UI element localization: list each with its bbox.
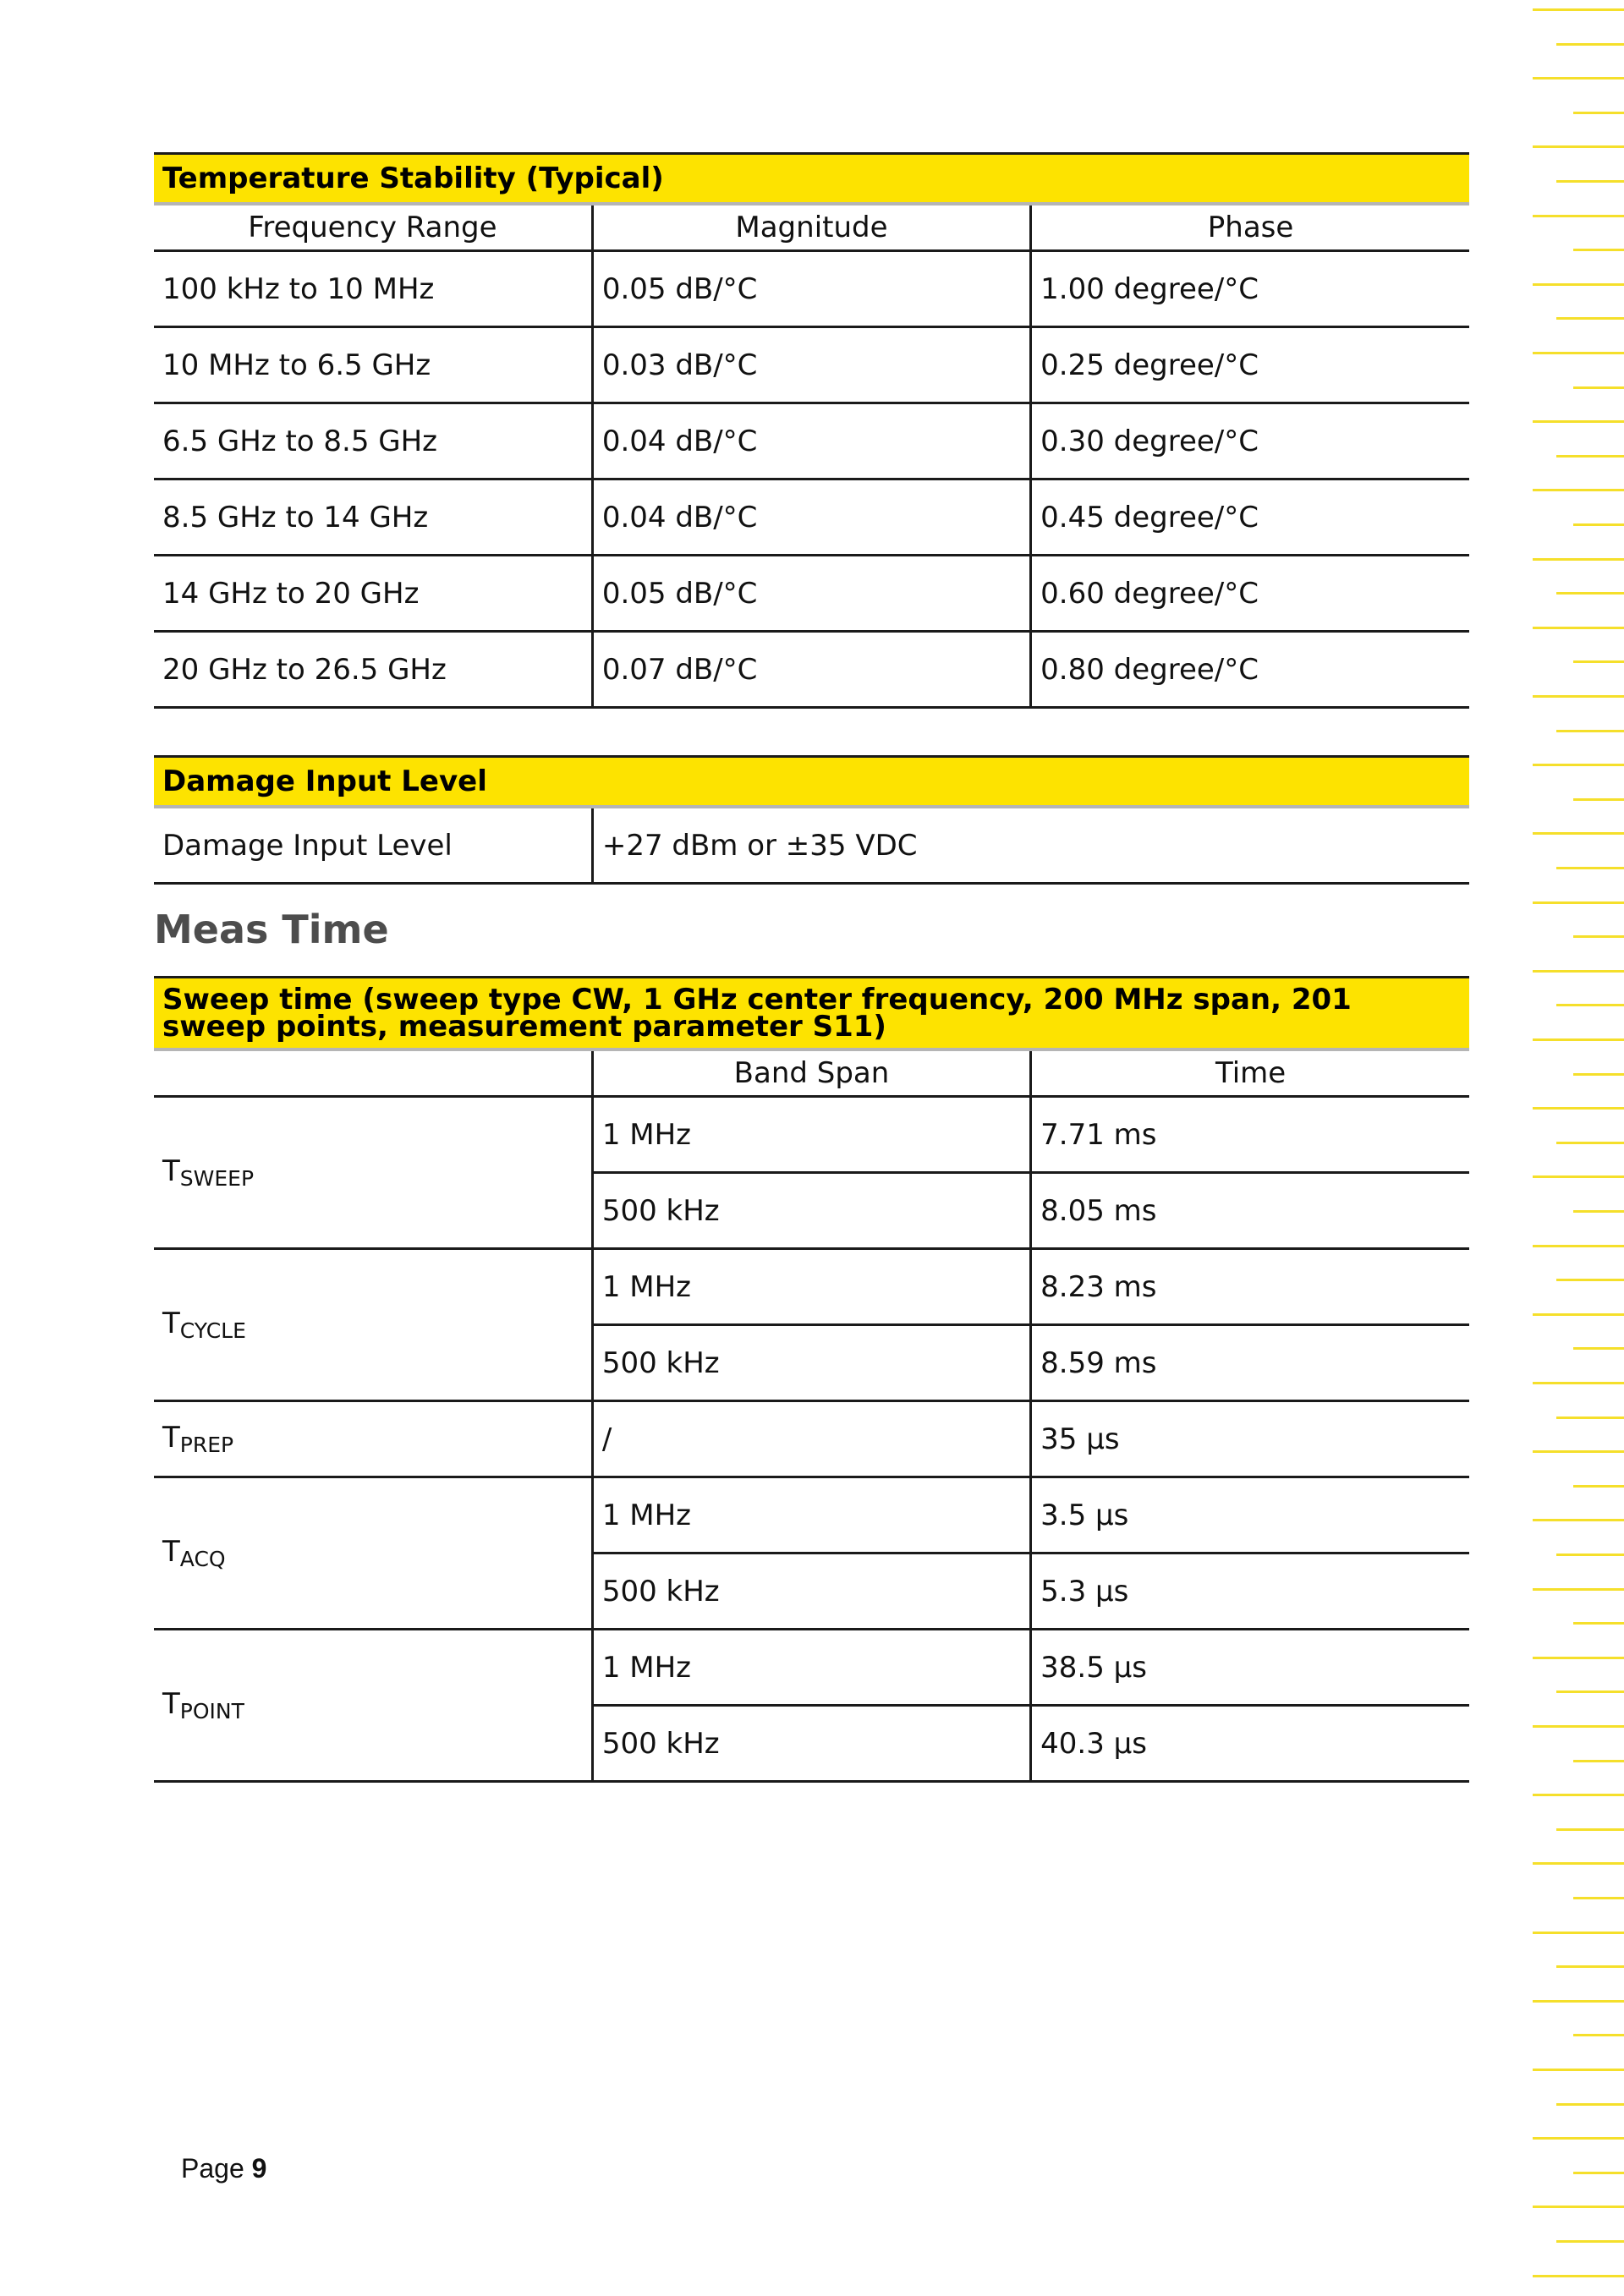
- table-row: [154, 1097, 1469, 1173]
- ruler-tick: [1556, 1965, 1624, 1968]
- table-row: [154, 1401, 1469, 1477]
- band-span-cell: /: [592, 1401, 1030, 1477]
- ruler-tick: [1556, 2103, 1624, 2106]
- decorative-ruler-edge: [1529, 0, 1624, 2296]
- band-span-cell: 500 kHz: [592, 1325, 1030, 1401]
- ruler-tick: [1573, 1897, 1624, 1899]
- ruler-tick: [1533, 1450, 1624, 1453]
- ruler-tick: [1533, 1588, 1624, 1591]
- ruler-tick: [1533, 764, 1624, 766]
- damage-input-label: Damage Input Level: [154, 807, 592, 884]
- ruler-tick: [1533, 2069, 1624, 2071]
- ruler-tick: [1573, 1760, 1624, 1762]
- frequency-range-cell: 100 kHz to 10 MHz: [154, 251, 592, 327]
- ruler-tick: [1573, 112, 1624, 114]
- ruler-tick: [1533, 2137, 1624, 2140]
- magnitude-cell: 0.05 dB/°C: [592, 251, 1030, 327]
- ruler-tick: [1533, 1725, 1624, 1728]
- ruler-tick: [1573, 1210, 1624, 1213]
- table-row: [154, 1477, 1469, 1553]
- phase-cell: 0.25 degree/°C: [1031, 327, 1469, 403]
- band-span-cell: 1 MHz: [592, 1630, 1030, 1706]
- ruler-tick: [1533, 1245, 1624, 1247]
- parameter-cell-tcycle: $T_{CYCLE}$: [154, 1249, 592, 1401]
- time-cell: 40.3 μs: [1031, 1706, 1469, 1782]
- ruler-tick: [1573, 2172, 1624, 2174]
- ruler-tick: [1533, 1794, 1624, 1796]
- ruler-tick: [1573, 1073, 1624, 1076]
- ruler-tick: [1573, 2034, 1624, 2036]
- phase-cell: 0.60 degree/°C: [1031, 556, 1469, 632]
- band-span-cell: 500 kHz: [592, 1173, 1030, 1249]
- ruler-tick: [1556, 592, 1624, 595]
- ruler-tick: [1533, 901, 1624, 904]
- ruler-tick: [1556, 1417, 1624, 1419]
- ruler-tick: [1573, 249, 1624, 251]
- ruler-tick: [1533, 2275, 1624, 2277]
- ruler-tick: [1556, 1142, 1624, 1144]
- ruler-tick: [1533, 970, 1624, 973]
- page-content: [154, 152, 1469, 1783]
- table-row: [154, 556, 1469, 632]
- ruler-tick: [1556, 2240, 1624, 2243]
- ruler-tick: [1533, 1862, 1624, 1865]
- page-number: 9: [251, 2153, 267, 2184]
- ruler-tick: [1573, 1485, 1624, 1488]
- ruler-tick: [1573, 1347, 1624, 1350]
- frequency-range-cell: 10 MHz to 6.5 GHz: [154, 327, 592, 403]
- ruler-tick: [1533, 8, 1624, 11]
- ruler-tick: [1573, 523, 1624, 526]
- frequency-range-cell: 8.5 GHz to 14 GHz: [154, 479, 592, 556]
- ruler-tick: [1533, 1519, 1624, 1521]
- table-row: [154, 403, 1469, 479]
- table-row: [154, 327, 1469, 403]
- ruler-tick: [1533, 145, 1624, 148]
- ruler-tick: [1533, 420, 1624, 423]
- magnitude-cell: 0.04 dB/°C: [592, 479, 1030, 556]
- ruler-tick: [1533, 1313, 1624, 1316]
- frequency-range-cell: 20 GHz to 26.5 GHz: [154, 632, 592, 708]
- time-cell: 8.59 ms: [1031, 1325, 1469, 1401]
- ruler-tick: [1556, 317, 1624, 320]
- ruler-tick: [1556, 1553, 1624, 1556]
- band-span-cell: 1 MHz: [592, 1097, 1030, 1173]
- ruler-tick: [1533, 352, 1624, 354]
- ruler-tick: [1533, 1175, 1624, 1178]
- ruler-tick: [1556, 180, 1624, 183]
- ruler-tick: [1533, 1107, 1624, 1110]
- ruler-tick: [1533, 283, 1624, 286]
- ruler-tick: [1533, 77, 1624, 79]
- ruler-tick: [1556, 43, 1624, 46]
- ruler-tick: [1556, 730, 1624, 732]
- column-header-parameter: [154, 1049, 592, 1097]
- ruler-tick: [1573, 660, 1624, 663]
- ruler-tick: [1533, 832, 1624, 835]
- ruler-tick: [1533, 2206, 1624, 2208]
- ruler-tick: [1533, 1932, 1624, 1934]
- magnitude-cell: 0.07 dB/°C: [592, 632, 1030, 708]
- phase-cell: 1.00 degree/°C: [1031, 251, 1469, 327]
- ruler-tick: [1533, 627, 1624, 629]
- table-row: [154, 251, 1469, 327]
- temperature-stability-table: [154, 152, 1469, 709]
- table-row: [154, 1630, 1469, 1706]
- table-row: [154, 632, 1469, 708]
- time-cell: 5.3 μs: [1031, 1553, 1469, 1630]
- ruler-tick: [1533, 489, 1624, 491]
- phase-cell: 0.45 degree/°C: [1031, 479, 1469, 556]
- time-cell: 35 μs: [1031, 1401, 1469, 1477]
- band-span-cell: 500 kHz: [592, 1553, 1030, 1630]
- time-cell: 8.05 ms: [1031, 1173, 1469, 1249]
- damage-input-table: [154, 755, 1469, 885]
- sweep-time-table: [154, 976, 1469, 1783]
- ruler-tick: [1573, 386, 1624, 389]
- ruler-tick: [1573, 1622, 1624, 1625]
- column-header-magnitude: Magnitude: [592, 204, 1030, 251]
- magnitude-cell: 0.04 dB/°C: [592, 403, 1030, 479]
- ruler-tick: [1573, 798, 1624, 801]
- parameter-cell-tacq: $T_{ACQ}$: [154, 1477, 592, 1630]
- column-header-time: Time: [1031, 1049, 1469, 1097]
- ruler-tick: [1533, 1038, 1624, 1041]
- column-header-phase: Phase: [1031, 204, 1469, 251]
- damage-input-value: +27 dBm or ±35 VDC: [592, 807, 1469, 884]
- parameter-cell-tpoint: $T_{POINT}$: [154, 1630, 592, 1782]
- table-row: [154, 1249, 1469, 1325]
- column-header-band-span: Band Span: [592, 1049, 1030, 1097]
- ruler-tick: [1533, 2000, 1624, 2003]
- frequency-range-cell: 6.5 GHz to 8.5 GHz: [154, 403, 592, 479]
- time-cell: 38.5 μs: [1031, 1630, 1469, 1706]
- ruler-tick: [1556, 867, 1624, 869]
- temperature-stability-title: Temperature Stability (Typical): [154, 154, 1469, 205]
- magnitude-cell: 0.03 dB/°C: [592, 327, 1030, 403]
- ruler-tick: [1533, 1382, 1624, 1384]
- phase-cell: 0.80 degree/°C: [1031, 632, 1469, 708]
- ruler-tick: [1556, 1828, 1624, 1831]
- magnitude-cell: 0.05 dB/°C: [592, 556, 1030, 632]
- ruler-tick: [1556, 1279, 1624, 1281]
- time-cell: 7.71 ms: [1031, 1097, 1469, 1173]
- ruler-tick: [1556, 1004, 1624, 1006]
- band-span-cell: 500 kHz: [592, 1706, 1030, 1782]
- frequency-range-cell: 14 GHz to 20 GHz: [154, 556, 592, 632]
- band-span-cell: 1 MHz: [592, 1477, 1030, 1553]
- table-row: [154, 807, 1469, 884]
- ruler-tick: [1533, 558, 1624, 561]
- section-heading-meas-time: Meas Time: [154, 907, 389, 952]
- phase-cell: 0.30 degree/°C: [1031, 403, 1469, 479]
- sweep-time-title: Sweep time (sweep type CW, 1 GHz center frequency, 200 MHz span, 201 sweep points, measurement parameter S11): [154, 978, 1469, 1050]
- time-cell: 8.23 ms: [1031, 1249, 1469, 1325]
- damage-input-title: Damage Input Level: [154, 757, 1469, 808]
- parameter-cell-tprep: $T_{PREP}$: [154, 1401, 592, 1477]
- table-row: [154, 479, 1469, 556]
- ruler-tick: [1533, 695, 1624, 698]
- band-span-cell: 1 MHz: [592, 1249, 1030, 1325]
- time-cell: 3.5 μs: [1031, 1477, 1469, 1553]
- ruler-tick: [1533, 215, 1624, 217]
- ruler-tick: [1556, 455, 1624, 458]
- parameter-cell-tsweep: $T_{SWEEP}$: [154, 1097, 592, 1249]
- ruler-tick: [1556, 1690, 1624, 1693]
- page-label: Page: [181, 2153, 244, 2184]
- ruler-tick: [1573, 935, 1624, 938]
- page-footer: [181, 2153, 266, 2184]
- column-header-frequency-range: Frequency Range: [154, 204, 592, 251]
- ruler-tick: [1533, 1657, 1624, 1659]
